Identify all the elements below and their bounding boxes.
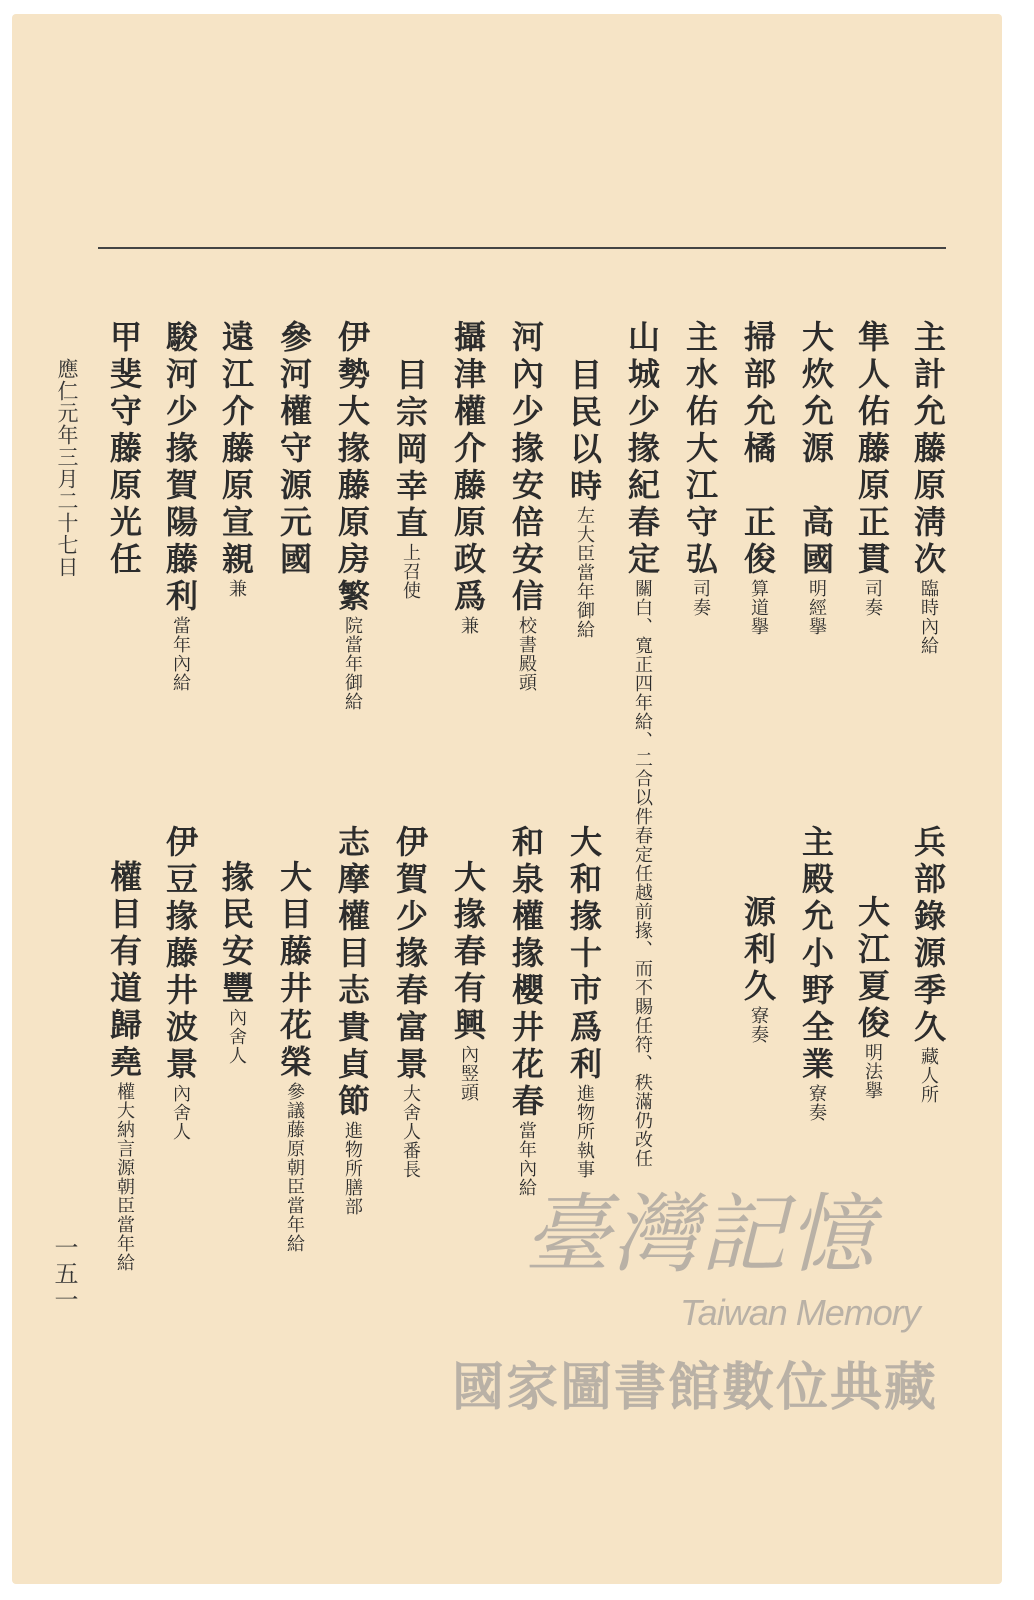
entry-line (332, 320, 372, 711)
entry-note: 兼 (458, 616, 479, 635)
entry-note: 參議藤原朝臣當年給 (284, 1082, 305, 1253)
entry-line (104, 860, 144, 1272)
entry-text: 大和掾十市爲利 (565, 825, 603, 1084)
entry-note: 明法擧 (862, 1043, 883, 1100)
entry-text: 大目藤井花榮 (275, 860, 313, 1082)
entry-line (908, 320, 948, 655)
entry-text: 參河權守源元國 (275, 320, 313, 579)
entry-text: 主水佑大江守弘 (681, 320, 719, 579)
date-line: 應仁元年三月二十七日 (55, 358, 79, 578)
entry-line (680, 320, 720, 617)
entry-line (160, 825, 200, 1141)
entry-note: 當年內給 (516, 1121, 537, 1197)
entry-line (390, 825, 430, 1179)
entry-line (216, 860, 256, 1065)
watermark (440, 1180, 960, 1440)
watermark-calligraphy: 臺灣記憶 (524, 1185, 876, 1285)
entry-note: 明經擧 (806, 579, 827, 636)
entry-text: 主計允藤原淸次 (909, 320, 947, 579)
entry-line (506, 825, 546, 1197)
page-number: 一五一 (50, 1235, 78, 1313)
entry-line (738, 895, 778, 1044)
entry-note: 寮奏 (806, 1084, 827, 1122)
entry-line (216, 320, 256, 598)
entry-note: 權大納言源朝臣當年給 (114, 1082, 135, 1272)
entry-text: 伊賀少掾春富景 (391, 825, 429, 1084)
entry-text: 大炊允源 高國 (797, 320, 835, 579)
entry-line (852, 320, 892, 617)
entry-note: 臨時內給 (918, 579, 939, 655)
entry-text: 大掾春有興 (449, 860, 487, 1045)
entry-text: 攝津權介藤原政爲 (449, 320, 487, 616)
entry-line (622, 320, 662, 1168)
entry-line (796, 825, 836, 1122)
entry-line (738, 320, 778, 636)
entry-line (448, 320, 488, 635)
entry-text: 源利久 (739, 895, 777, 1006)
entry-note: 算道擧 (748, 579, 769, 636)
entry-text: 目宗岡幸直 (391, 358, 429, 543)
entry-text: 目民以時 (565, 358, 603, 506)
entry-note: 內竪頭 (458, 1045, 479, 1102)
entry-line (104, 320, 144, 579)
entry-line (908, 825, 948, 1104)
entry-text: 掃部允橘 正俊 (739, 320, 777, 579)
top-rule (98, 247, 946, 249)
watermark-english: Taiwan Memory (680, 1292, 920, 1333)
entry-text: 甲斐守藤原光任 (105, 320, 143, 579)
entry-line (506, 320, 546, 692)
entry-line (564, 825, 604, 1179)
entry-note: 寮奏 (748, 1006, 769, 1044)
entry-line (390, 358, 430, 600)
entry-note: 院當年御給 (342, 616, 363, 711)
entry-line (332, 825, 372, 1216)
entry-note: 上召使 (400, 543, 421, 600)
entry-line (564, 358, 604, 639)
entry-note: 進物所膳部 (342, 1121, 363, 1216)
entry-line (160, 320, 200, 692)
entry-note: 大舍人番長 (400, 1084, 421, 1179)
entry-text: 兵部錄源季久 (909, 825, 947, 1047)
entry-note: 當年內給 (170, 616, 191, 692)
entry-text: 志摩權目志貴貞節 (333, 825, 371, 1121)
entry-note: 藏人所 (918, 1047, 939, 1104)
entry-note: 左大臣當年御給 (574, 506, 595, 639)
entry-note: 兼 (226, 579, 247, 598)
entry-line (796, 320, 836, 636)
entry-text: 主殿允小野全業 (797, 825, 835, 1084)
entry-line (274, 320, 314, 579)
entry-note: 內舍人 (226, 1008, 247, 1065)
entry-line (274, 860, 314, 1253)
entry-text: 隼人佑藤原正貫 (853, 320, 891, 579)
entry-line (448, 860, 488, 1102)
entry-note: 關白、寬正四年給、二合以件春定任越前掾、而不賜任符、秩滿仍改任 (632, 579, 653, 1168)
entry-text: 河內少掾安倍安信 (507, 320, 545, 616)
entry-line (852, 895, 892, 1100)
entry-text: 權目有道歸堯 (105, 860, 143, 1082)
watermark-chinese: 國家圖書館數位典藏 (452, 1358, 939, 1418)
entry-note: 校書殿頭 (516, 616, 537, 692)
entry-text: 和泉權掾櫻井花春 (507, 825, 545, 1121)
entry-text: 遠江介藤原宣親 (217, 320, 255, 579)
entry-text: 山城少掾紀春定 (623, 320, 661, 579)
entry-text: 掾民安豐 (217, 860, 255, 1008)
entry-note: 內舍人 (170, 1084, 191, 1141)
entry-note: 進物所執事 (574, 1084, 595, 1179)
entry-text: 伊豆掾藤井波景 (161, 825, 199, 1084)
entry-text: 伊勢大掾藤原房繁 (333, 320, 371, 616)
entry-text: 大江夏俊 (853, 895, 891, 1043)
entry-note: 司奏 (862, 579, 883, 617)
entry-note: 司奏 (690, 579, 711, 617)
entry-text: 駿河少掾賀陽藤利 (161, 320, 199, 616)
